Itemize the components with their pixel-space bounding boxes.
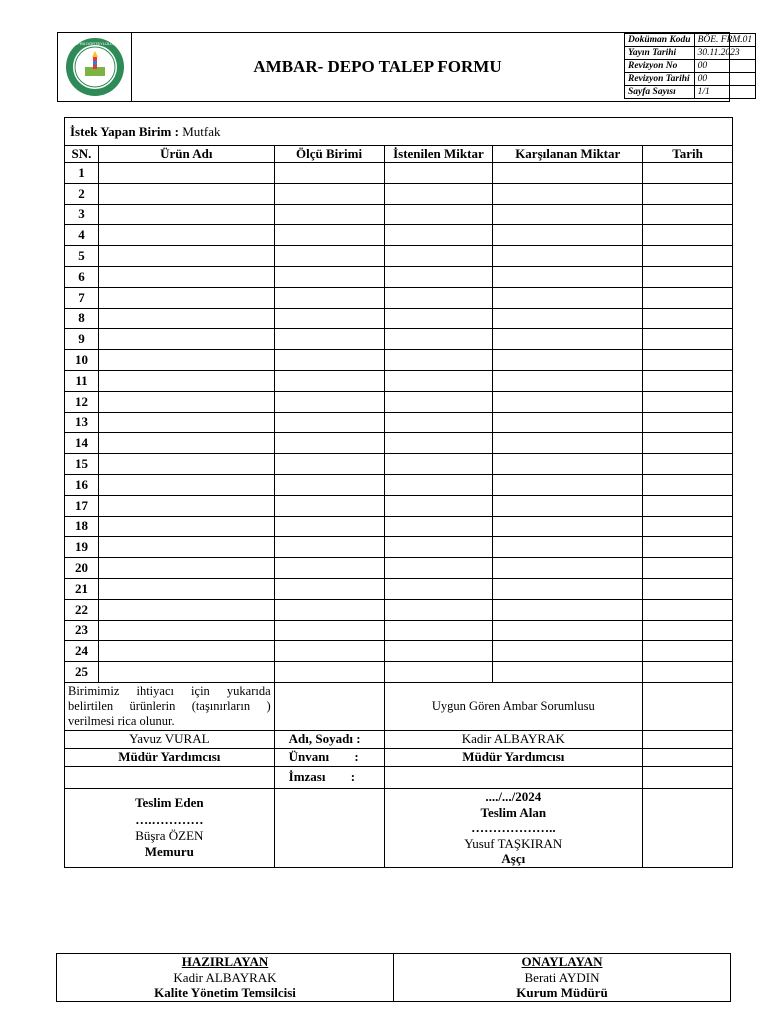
unit-cell[interactable] — [274, 163, 384, 184]
date-cell[interactable] — [643, 183, 733, 204]
date-cell[interactable] — [643, 370, 733, 391]
date-cell[interactable] — [643, 641, 733, 662]
unit-cell[interactable] — [274, 433, 384, 454]
requested-qty-cell[interactable] — [384, 516, 493, 537]
meta-value: BÖE. FRM.01 — [694, 34, 756, 47]
requested-qty-cell[interactable] — [384, 204, 493, 225]
table-row — [65, 516, 733, 537]
requested-qty-cell[interactable] — [384, 558, 493, 579]
unit-cell[interactable] — [274, 558, 384, 579]
unit-cell[interactable] — [274, 370, 384, 391]
meta-key: Yayın Tarihi — [625, 47, 695, 60]
delivered-qty-cell[interactable] — [493, 308, 643, 329]
delivered-qty-cell[interactable] — [493, 391, 643, 412]
delivered-qty-cell[interactable] — [493, 266, 643, 287]
product-cell[interactable] — [98, 412, 274, 433]
delivered-qty-cell[interactable] — [493, 412, 643, 433]
table-row — [65, 558, 733, 579]
date-cell[interactable] — [643, 599, 733, 620]
date-cell[interactable] — [643, 620, 733, 641]
delivered-qty-cell[interactable] — [493, 578, 643, 599]
row-number: 21 — [65, 578, 99, 599]
prepared-heading: HAZIRLAYAN — [181, 954, 269, 970]
request-table — [64, 117, 733, 868]
unit-cell[interactable] — [274, 516, 384, 537]
table-row — [65, 662, 733, 683]
approved-title: Kurum Müdürü — [516, 985, 608, 1001]
rank-label: Ünvanı — [288, 749, 330, 765]
right-person-title: Müdür Yardımcısı — [384, 748, 643, 766]
rank-label-cell — [274, 748, 384, 766]
unit-cell[interactable] — [274, 537, 384, 558]
logo-cell — [58, 33, 132, 101]
row-number: 24 — [65, 641, 99, 662]
unit-cell[interactable] — [274, 474, 384, 495]
requested-qty-cell[interactable] — [384, 537, 493, 558]
requested-qty-cell[interactable] — [384, 454, 493, 475]
row-number: 5 — [65, 246, 99, 267]
row-number: 9 — [65, 329, 99, 350]
unit-cell[interactable] — [274, 308, 384, 329]
product-cell[interactable] — [98, 329, 274, 350]
delivered-qty-cell[interactable] — [493, 474, 643, 495]
requested-qty-cell[interactable] — [384, 246, 493, 267]
requested-qty-cell[interactable] — [384, 225, 493, 246]
product-cell[interactable] — [98, 391, 274, 412]
deliverer-label: Teslim Eden — [135, 795, 204, 811]
date-cell[interactable] — [643, 225, 733, 246]
delivered-qty-cell[interactable] — [493, 516, 643, 537]
product-cell[interactable] — [98, 599, 274, 620]
approver-title: Uygun Gören Ambar Sorumlusu — [384, 682, 643, 730]
row-number: 14 — [65, 433, 99, 454]
unit-cell[interactable] — [274, 183, 384, 204]
prepared-name: Kadir ALBAYRAK — [173, 969, 277, 985]
request-text: Birimimiz ihtiyacı için yukarıda belirtilen ürünlerin (taşınırların ) verilmesi rica olunur. — [65, 682, 275, 730]
receiver-date: ..../.../2024 — [485, 788, 542, 804]
table-row — [65, 329, 733, 350]
unit-cell[interactable] — [274, 599, 384, 620]
table-row — [65, 578, 733, 599]
deliverer-title: Memuru — [144, 844, 194, 860]
row-number: 10 — [65, 350, 99, 371]
form-header — [57, 32, 753, 102]
delivered-qty-cell[interactable] — [493, 329, 643, 350]
product-cell[interactable] — [98, 495, 274, 516]
delivered-qty-cell[interactable] — [493, 599, 643, 620]
delivered-qty-cell[interactable] — [493, 433, 643, 454]
table-row — [65, 454, 733, 475]
meta-value: 00 — [694, 73, 756, 86]
row-number: 4 — [65, 225, 99, 246]
row-number: 20 — [65, 558, 99, 579]
requested-qty-cell[interactable] — [384, 183, 493, 204]
requested-qty-cell[interactable] — [384, 412, 493, 433]
delivered-qty-cell[interactable] — [493, 287, 643, 308]
table-row — [65, 287, 733, 308]
meta-key: Sayfa Sayısı — [625, 86, 695, 99]
meta-key: Revizyon No — [625, 60, 695, 73]
unit-cell[interactable] — [274, 246, 384, 267]
date-cell[interactable] — [643, 308, 733, 329]
empty-cell — [274, 788, 384, 867]
date-cell[interactable] — [643, 246, 733, 267]
table-row — [65, 495, 733, 516]
product-cell[interactable] — [98, 350, 274, 371]
table-row — [65, 204, 733, 225]
receiver-label: Teslim Alan — [480, 804, 547, 820]
rank-colon: : — [354, 749, 359, 765]
col-product: Ürün Adı — [98, 146, 274, 163]
logo-lettering: BAFRA DÖRTEYLÜLLER — [72, 41, 118, 46]
product-cell[interactable] — [98, 578, 274, 599]
row-number: 7 — [65, 287, 99, 308]
item-rows — [65, 163, 733, 683]
receiver-title: Aşçı — [501, 851, 526, 867]
requested-qty-cell[interactable] — [384, 391, 493, 412]
unit-cell[interactable] — [274, 266, 384, 287]
table-row — [65, 266, 733, 287]
col-date: Tarih — [643, 146, 733, 163]
row-number: 13 — [65, 412, 99, 433]
product-cell[interactable] — [98, 183, 274, 204]
requested-qty-cell[interactable] — [384, 495, 493, 516]
empty-cell — [65, 766, 275, 788]
receiver-block — [384, 788, 643, 867]
prepared-title: Kalite Yönetim Temsilcisi — [154, 985, 296, 1001]
signature-label: İmzası — [288, 769, 326, 785]
date-cell[interactable] — [643, 516, 733, 537]
row-number: 17 — [65, 495, 99, 516]
unit-cell[interactable] — [274, 578, 384, 599]
meta-value: 30.11.2023 — [694, 47, 756, 60]
date-cell[interactable] — [643, 204, 733, 225]
requested-qty-cell[interactable] — [384, 370, 493, 391]
name-label: Adı, Soyadı : — [274, 730, 384, 748]
product-cell[interactable] — [98, 558, 274, 579]
date-cell[interactable] — [643, 329, 733, 350]
right-person-name: Kadir ALBAYRAK — [384, 730, 643, 748]
table-row — [65, 246, 733, 267]
meta-key: Revizyon Tarihi — [625, 73, 695, 86]
requester-label: İstek Yapan Birim : — [70, 123, 179, 139]
date-cell[interactable] — [643, 163, 733, 184]
requested-qty-cell[interactable] — [384, 662, 493, 683]
row-number: 11 — [65, 370, 99, 391]
left-person-title: Müdür Yardımcısı — [65, 748, 275, 766]
date-cell[interactable] — [643, 266, 733, 287]
row-number: 1 — [65, 163, 99, 184]
date-cell[interactable] — [643, 433, 733, 454]
unit-cell[interactable] — [274, 287, 384, 308]
deliverer-block — [65, 788, 275, 867]
date-cell[interactable] — [643, 391, 733, 412]
table-row — [65, 537, 733, 558]
product-cell[interactable] — [98, 620, 274, 641]
row-number: 16 — [65, 474, 99, 495]
date-cell[interactable] — [643, 454, 733, 475]
product-cell[interactable] — [98, 474, 274, 495]
col-sn: SN. — [65, 146, 99, 163]
deliverer-name: Büşra ÖZEN — [135, 827, 204, 843]
empty-cell — [274, 682, 384, 730]
deliverer-dots: ….………… — [135, 811, 204, 827]
table-row — [65, 183, 733, 204]
form-title: AMBAR- DEPO TALEP FORMU — [253, 57, 502, 76]
delivered-qty-cell[interactable] — [493, 495, 643, 516]
delivered-qty-cell[interactable] — [493, 163, 643, 184]
requested-qty-cell[interactable] — [384, 163, 493, 184]
requested-qty-cell[interactable] — [384, 266, 493, 287]
product-cell[interactable] — [98, 246, 274, 267]
unit-cell[interactable] — [274, 641, 384, 662]
date-cell[interactable] — [643, 558, 733, 579]
meta-key: Doküman Kodu — [625, 34, 695, 47]
row-number: 15 — [65, 454, 99, 475]
table-row — [65, 163, 733, 184]
table-row — [65, 350, 733, 371]
product-cell[interactable] — [98, 370, 274, 391]
product-cell[interactable] — [98, 454, 274, 475]
product-cell[interactable] — [98, 204, 274, 225]
requested-qty-cell[interactable] — [384, 620, 493, 641]
meta-value: 1/1 — [694, 86, 756, 99]
unit-cell[interactable] — [274, 391, 384, 412]
approved-by — [394, 954, 731, 1002]
delivered-qty-cell[interactable] — [493, 558, 643, 579]
table-row — [65, 412, 733, 433]
row-number: 12 — [65, 391, 99, 412]
unit-cell[interactable] — [274, 225, 384, 246]
empty-cell — [643, 682, 733, 730]
table-row — [65, 370, 733, 391]
approved-heading: ONAYLAYAN — [521, 954, 603, 970]
row-number: 3 — [65, 204, 99, 225]
delivered-qty-cell[interactable] — [493, 662, 643, 683]
table-header — [65, 146, 733, 163]
delivered-qty-cell[interactable] — [493, 620, 643, 641]
row-number: 2 — [65, 183, 99, 204]
row-number: 23 — [65, 620, 99, 641]
col-unit: Ölçü Birimi — [274, 146, 384, 163]
approved-name: Berati AYDIN — [524, 969, 600, 985]
prepared-by — [57, 954, 394, 1002]
table-row — [65, 620, 733, 641]
product-cell[interactable] — [98, 308, 274, 329]
table-row — [65, 308, 733, 329]
unit-cell[interactable] — [274, 204, 384, 225]
table-row — [65, 433, 733, 454]
row-number: 19 — [65, 537, 99, 558]
receiver-dots: ……………….. — [471, 820, 556, 836]
unit-cell[interactable] — [274, 350, 384, 371]
product-cell[interactable] — [98, 225, 274, 246]
product-cell[interactable] — [98, 433, 274, 454]
row-number: 22 — [65, 599, 99, 620]
row-number: 18 — [65, 516, 99, 537]
date-cell[interactable] — [643, 578, 733, 599]
table-row — [65, 599, 733, 620]
delivered-qty-cell[interactable] — [493, 641, 643, 662]
date-cell[interactable] — [643, 287, 733, 308]
row-number: 6 — [65, 266, 99, 287]
delivered-qty-cell[interactable] — [493, 350, 643, 371]
product-cell[interactable] — [98, 163, 274, 184]
product-cell[interactable] — [98, 516, 274, 537]
row-number: 25 — [65, 662, 99, 683]
delivered-qty-cell[interactable] — [493, 370, 643, 391]
unit-cell[interactable] — [274, 495, 384, 516]
unit-cell[interactable] — [274, 620, 384, 641]
date-cell[interactable] — [643, 537, 733, 558]
signature-field[interactable] — [384, 766, 643, 788]
product-cell[interactable] — [98, 266, 274, 287]
unit-cell[interactable] — [274, 412, 384, 433]
product-cell[interactable] — [98, 537, 274, 558]
left-person-name: Yavuz VURAL — [65, 730, 275, 748]
delivered-qty-cell[interactable] — [493, 454, 643, 475]
unit-cell[interactable] — [274, 329, 384, 350]
unit-cell[interactable] — [274, 662, 384, 683]
table-row — [65, 391, 733, 412]
empty-cell — [643, 730, 733, 748]
date-cell[interactable] — [643, 662, 733, 683]
product-cell[interactable] — [98, 287, 274, 308]
empty-cell — [643, 766, 733, 788]
row-number: 8 — [65, 308, 99, 329]
table-row — [65, 474, 733, 495]
date-cell[interactable] — [643, 412, 733, 433]
requested-qty-cell[interactable] — [384, 287, 493, 308]
requested-qty-cell[interactable] — [384, 308, 493, 329]
date-cell[interactable] — [643, 474, 733, 495]
delivered-qty-cell[interactable] — [493, 246, 643, 267]
unit-cell[interactable] — [274, 454, 384, 475]
signature-label-cell — [274, 766, 384, 788]
product-cell[interactable] — [98, 662, 274, 683]
requested-qty-cell[interactable] — [384, 641, 493, 662]
table-row — [65, 225, 733, 246]
empty-cell — [643, 748, 733, 766]
meta-value: 00 — [694, 60, 756, 73]
requested-qty-cell[interactable] — [384, 329, 493, 350]
requester-row — [65, 118, 733, 146]
delivered-qty-cell[interactable] — [493, 204, 643, 225]
date-cell[interactable] — [643, 350, 733, 371]
delivered-qty-cell[interactable] — [493, 537, 643, 558]
approval-footer — [56, 953, 731, 1002]
empty-cell — [643, 788, 733, 867]
date-cell[interactable] — [643, 495, 733, 516]
requested-qty-cell[interactable] — [384, 350, 493, 371]
signature-colon: : — [350, 769, 356, 785]
requested-qty-cell[interactable] — [384, 474, 493, 495]
school-logo-icon — [58, 33, 131, 101]
requested-qty-cell[interactable] — [384, 433, 493, 454]
delivered-qty-cell[interactable] — [493, 183, 643, 204]
receiver-name: Yusuf TAŞKIRAN — [464, 835, 563, 851]
delivered-qty-cell[interactable] — [493, 225, 643, 246]
col-requested: İstenilen Miktar — [384, 146, 493, 163]
requested-qty-cell[interactable] — [384, 599, 493, 620]
document-meta — [624, 33, 753, 101]
product-cell[interactable] — [98, 641, 274, 662]
requested-qty-cell[interactable] — [384, 578, 493, 599]
table-row — [65, 641, 733, 662]
requester-value[interactable]: Mutfak — [182, 123, 221, 139]
col-delivered: Karşılanan Miktar — [493, 146, 643, 163]
